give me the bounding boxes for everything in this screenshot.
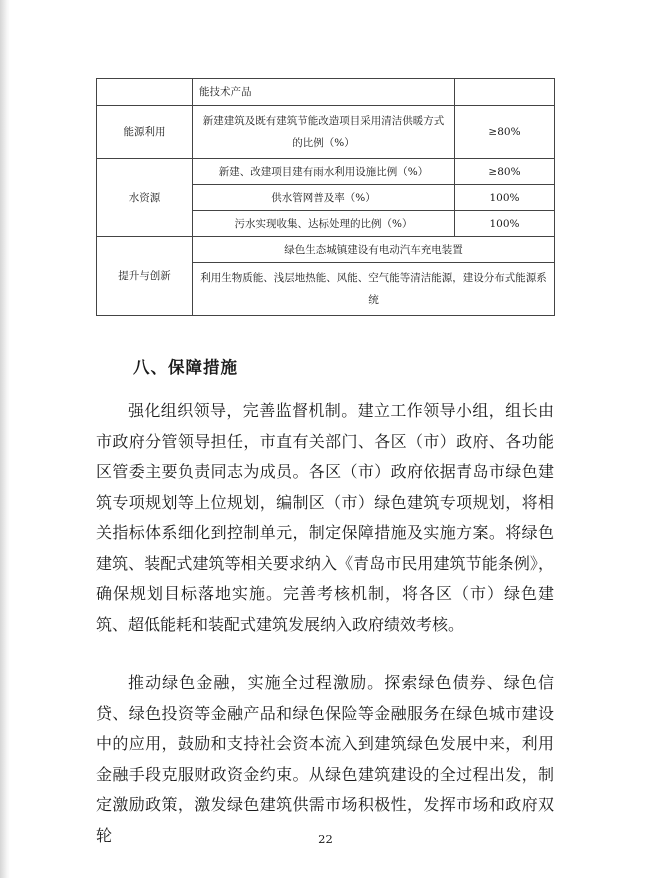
body-paragraph: 强化组织领导，完善监督机制。建立工作领导小组，组长由市政府分管领导担任，市直有关部门、各区（市）政府、各功能区管委主要负责同志为成员。各区（市）政府依据青岛市绿色建筑专项规划等上位规划，编制区（市）绿色建筑专项规划，将相关指标体系细化到控制单元，制定保障措施及实施方案。将绿色建筑、装配式建筑等相关要求纳入《青岛市民用建筑节能条例》，确保规划目标落地实施。完善考核机制，将各区（市）绿色建筑、超低能耗和装配式建筑发展纳入政府绩效考核。 (96, 401, 554, 634)
page-number: 22 (318, 832, 333, 846)
indicator-cell: 利用生物质能、浅层地热能、风能、空气能等清洁能源，建设分布式能源系统 (193, 263, 555, 316)
table-row (97, 237, 555, 263)
target-cell: ≥80% (455, 106, 555, 159)
table-row (97, 106, 555, 159)
indicator-cell: 绿色生态城镇建设有电动汽车充电装置 (193, 237, 555, 263)
page-edge-shadow (0, 0, 10, 878)
body-paragraph: 推动绿色金融，实施全过程激励。探索绿色债券、绿色信贷、绿色投资等金融产品和绿色保险等金融服务在绿色城市建设中的应用，鼓励和支持社会资本流入到建筑绿色发展中来，利用金融手段克服财政资金约束。从绿色建筑建设的全过程出发，制定激励政策，激发绿色建筑供需市场积极性，发挥市场和政府双轮 (96, 673, 554, 845)
table-row (97, 79, 555, 106)
indicator-cell: 供水管网普及率（%） (193, 185, 455, 211)
target-cell: ≥80% (455, 159, 555, 185)
category-cell: 能源利用 (97, 106, 193, 159)
section-heading: 八、保障措施 (133, 358, 238, 377)
category-cell (97, 79, 193, 106)
indicator-table (96, 78, 555, 316)
target-cell: 100% (455, 211, 555, 237)
target-cell (455, 79, 555, 106)
category-cell: 水资源 (97, 159, 193, 237)
category-cell: 提升与创新 (97, 237, 193, 316)
indicator-cell: 新建建筑及既有建筑节能改造项目采用清洁供暖方式的比例（%） (193, 106, 455, 159)
indicator-cell: 能技术产品 (193, 79, 455, 106)
table-row (97, 159, 555, 185)
indicator-cell: 新建、改建项目建有雨水利用设施比例（%） (193, 159, 455, 185)
target-cell: 100% (455, 185, 555, 211)
indicator-cell: 污水实现收集、达标处理的比例（%） (193, 211, 455, 237)
